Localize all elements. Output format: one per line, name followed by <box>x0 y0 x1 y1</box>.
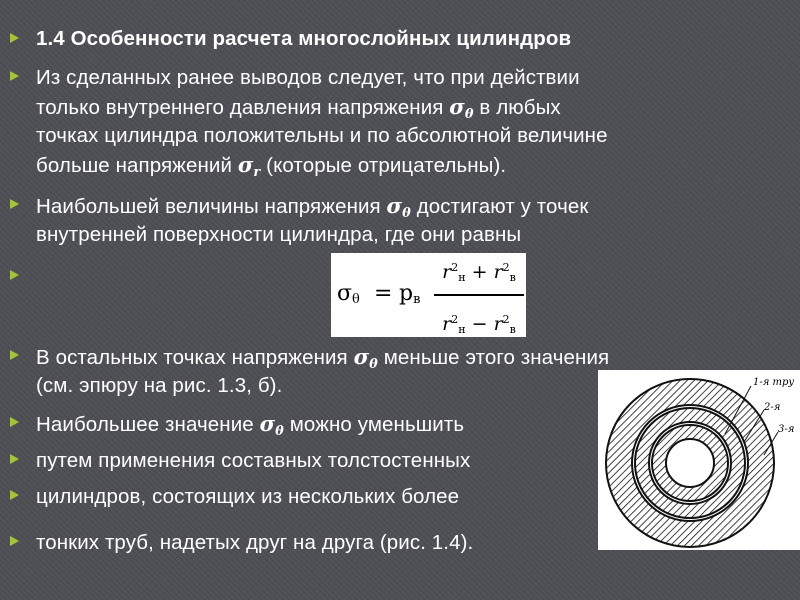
slide-title: 1.4 Особенности расчета многослойных цилиндров <box>36 27 572 50</box>
paragraph-1-line-4: больше напряжений $\sigma_r$ (которые отрицательны). <box>36 152 507 180</box>
paragraph-1-line-3: точках цилиндра положительны и по абсолютной величине <box>36 124 608 147</box>
inner-ring-1 <box>598 370 800 550</box>
bullet-icon <box>10 33 19 43</box>
figure-label-1: 1-я тру <box>753 377 795 388</box>
paragraph-3-line-2: (см. эпюру на рис. 1.3, б). <box>36 374 283 397</box>
figure-label-3: 3-я <box>778 424 795 435</box>
sigma-theta-symbol: $\sigma_\theta$ <box>386 193 411 221</box>
multilayer-cylinder-figure <box>598 370 800 550</box>
paragraph-7: тонких труб, надетых друг на друга (рис. 1.4). <box>36 531 474 554</box>
formula-pressure: $p_в$ <box>399 281 421 307</box>
formula-equals: = <box>374 281 393 306</box>
paragraph-1-line-1: Из сделанных ранее выводов следует, что при действии <box>36 66 580 89</box>
formula-numerator: $r^2_н + r^2_в$ <box>442 261 516 284</box>
figure-label-2: 2-я <box>764 402 781 413</box>
bullet-icon <box>10 490 19 500</box>
paragraph-6: цилиндров, состоящих из нескольких более <box>36 485 460 508</box>
formula-denominator: $r^2_н - r^2_в$ <box>442 313 516 336</box>
sigma-r-symbol: $\sigma_r$ <box>237 152 261 180</box>
bullet-icon <box>10 454 19 464</box>
paragraph-4: Наибольшее значение $\sigma_\theta$ можно уменьшить <box>36 411 465 439</box>
sigma-theta-symbol: $\sigma_\theta$ <box>449 94 474 122</box>
cylinder-cross-section-diagram <box>598 370 800 550</box>
sigma-theta-symbol: $\sigma_\theta$ <box>259 411 284 439</box>
bullet-icon <box>10 536 19 546</box>
bullet-icon <box>10 199 19 209</box>
paragraph-2-line-2: внутренней поверхности цилиндра, где они равны <box>36 223 522 246</box>
bullet-icon <box>10 417 19 427</box>
stress-formula <box>331 253 526 337</box>
paragraph-2-line-1: Наибольшей величины напряжения $\sigma_\theta$ достигают у точек <box>36 193 589 221</box>
paragraph-5: путем применения составных толстостенных <box>36 449 471 472</box>
paragraph-1-line-2: только внутреннего давления напряжения $\sigma_\theta$ в любых <box>36 94 561 122</box>
paragraph-3-line-1: В остальных точках напряжения $\sigma_\theta$ меньше этого значения <box>36 344 610 372</box>
formula-fraction-bar <box>434 294 524 296</box>
bullet-icon <box>10 270 19 280</box>
sigma-theta-symbol: $\sigma_\theta$ <box>353 344 378 372</box>
bullet-icon <box>10 71 19 81</box>
formula-lhs: $\sigma_\theta$ <box>337 281 360 307</box>
bullet-icon <box>10 350 19 360</box>
